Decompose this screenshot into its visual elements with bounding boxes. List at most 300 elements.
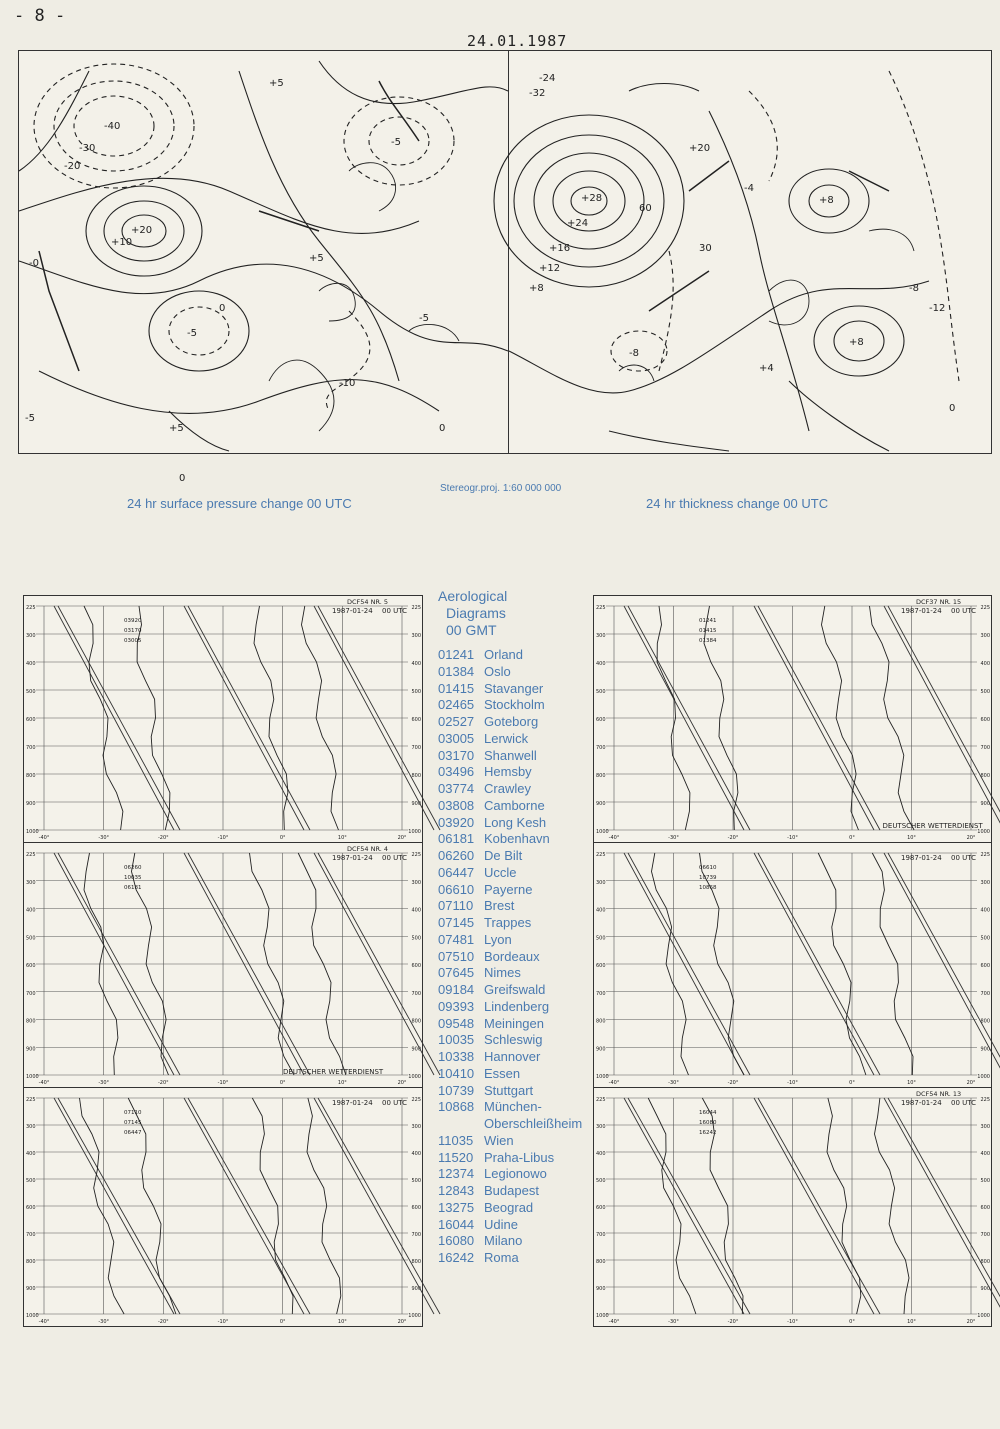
- pressure-label-right: 1000: [408, 829, 421, 835]
- pressure-label-right: 600: [411, 963, 421, 969]
- pressure-label-right: 800: [980, 1018, 990, 1025]
- diagram-station-id: 07145: [124, 1120, 142, 1126]
- station-name: Stavanger: [484, 680, 544, 696]
- diagram-utc: 00 UTC: [382, 607, 408, 615]
- station-id: 03808: [438, 797, 475, 813]
- station-list-item: [438, 748, 598, 765]
- diagram-station-id: 16242: [699, 1130, 717, 1136]
- pressure-label-left: 500: [26, 935, 36, 942]
- temperature-label: -40°: [38, 1080, 50, 1086]
- station-list-item: [438, 949, 598, 966]
- diagram-station-id: 06181: [124, 885, 142, 891]
- station-name: Crawley: [484, 781, 531, 796]
- projection-note: Stereogr.proj. 1:60 000 000: [440, 483, 562, 494]
- temperature-label: 20°: [966, 1080, 976, 1086]
- svg-text:+8: +8: [849, 337, 864, 348]
- svg-text:0: 0: [949, 403, 956, 414]
- station-id: 06260: [438, 848, 475, 863]
- pressure-label-left: 500: [26, 689, 36, 695]
- pressure-label-left: 900: [26, 801, 36, 807]
- pressure-label-left: 400: [596, 661, 606, 667]
- pressure-label-left: 800: [26, 773, 36, 779]
- pressure-label-right: 225: [980, 605, 990, 611]
- pressure-label-left: 900: [596, 1286, 606, 1292]
- station-name: Roma: [484, 1250, 519, 1265]
- pressure-label-right: 500: [980, 689, 990, 695]
- station-list-item: [438, 865, 598, 882]
- pressure-label-right: 300: [411, 879, 421, 886]
- diagram-service: DEUTSCHER WETTERDIENST: [283, 1068, 384, 1076]
- pressure-label-left: 1000: [26, 829, 39, 835]
- station-list-item: [438, 915, 598, 932]
- aerological-diagram-6: [593, 1087, 992, 1327]
- aerological-diagram-3: [23, 842, 423, 1088]
- temperature-label: 20°: [966, 1319, 976, 1325]
- station-name: Udine: [484, 1216, 518, 1232]
- temperature-label: -40°: [608, 835, 620, 841]
- pressure-label-right: 800: [980, 1259, 990, 1265]
- pressure-label-left: 1000: [596, 1313, 609, 1319]
- station-id: 02465: [438, 697, 475, 713]
- pressure-label-right: 1000: [408, 1313, 421, 1319]
- temperature-label: 0°: [279, 835, 286, 841]
- legend-title: [438, 588, 598, 639]
- pressure-label-right: 1000: [977, 1313, 990, 1319]
- temperature-label: -10°: [217, 1319, 229, 1325]
- station-list-item: [438, 664, 598, 681]
- temperature-label: -10°: [217, 1080, 229, 1086]
- weather-maps: [18, 50, 992, 484]
- station-list-item: [438, 965, 598, 982]
- pressure-label-right: 1000: [977, 829, 990, 835]
- diagram-station-id: 01384: [699, 638, 717, 644]
- pressure-label-left: 500: [596, 689, 606, 695]
- temperature-label: -40°: [38, 835, 50, 841]
- station-id: 09184: [438, 982, 475, 997]
- pressure-label-left: 500: [596, 935, 606, 942]
- temperature-label: 20°: [966, 835, 976, 841]
- station-id: 01241: [438, 647, 475, 662]
- diagram-date: 1987-01-24: [332, 1099, 373, 1107]
- station-name: Stockholm: [484, 697, 545, 713]
- station-id: 02527: [438, 714, 475, 729]
- station-list-item: [438, 1116, 598, 1133]
- station-id: 07481: [438, 931, 475, 947]
- pressure-label-right: 500: [980, 935, 990, 942]
- svg-text:-40: -40: [104, 121, 121, 132]
- diagram-station-id: 16080: [699, 1120, 717, 1126]
- temperature-label: 0°: [279, 1080, 286, 1086]
- pressure-label-left: 500: [26, 1178, 36, 1184]
- diagram-code: DCF54 NR. 5: [347, 598, 389, 606]
- pressure-label-right: 800: [411, 773, 421, 779]
- pressure-label-right: 225: [980, 852, 990, 858]
- pressure-label-left: 600: [26, 717, 36, 723]
- station-list-item: [438, 798, 598, 815]
- svg-text:-0: -0: [29, 258, 39, 269]
- temperature-label: 10°: [907, 1319, 916, 1325]
- pressure-label-left: 1000: [26, 1313, 39, 1319]
- diagram-station-id: 01415: [699, 628, 717, 634]
- pressure-label-right: 300: [411, 1124, 421, 1130]
- svg-text:+10: +10: [111, 237, 133, 248]
- pressure-label-left: 700: [596, 990, 606, 997]
- pressure-label-right: 400: [411, 661, 421, 667]
- station-list-item: [438, 1183, 598, 1200]
- temperature-label: -10°: [787, 835, 798, 841]
- diagram-station-id: 03920: [124, 618, 142, 624]
- station-list-item: [438, 882, 598, 899]
- svg-text:+5: +5: [269, 78, 284, 89]
- pressure-label-right: 300: [980, 1124, 990, 1130]
- station-name: Beograd: [484, 1199, 534, 1215]
- station-id: 13275: [438, 1199, 475, 1215]
- pressure-label-right: 800: [411, 1018, 421, 1025]
- station-name: Wien: [484, 1132, 514, 1148]
- station-list-item: [438, 697, 598, 714]
- svg-text:+12: +12: [539, 263, 561, 274]
- aerological-legend: [438, 588, 598, 1280]
- svg-text:0: 0: [219, 303, 226, 314]
- pressure-label-right: 900: [980, 1286, 990, 1292]
- diagram-utc: 00 UTC: [951, 854, 977, 862]
- svg-text:+24: +24: [567, 218, 589, 229]
- station-list-item: [438, 1016, 598, 1033]
- diagram-utc: 00 UTC: [382, 1099, 408, 1107]
- temperature-label: -10°: [787, 1319, 798, 1325]
- station-list-item: [438, 848, 598, 865]
- pressure-label-left: 300: [596, 879, 606, 886]
- pressure-label-right: 225: [411, 852, 421, 858]
- station-list-item: [438, 1049, 598, 1066]
- station-id: 16242: [438, 1250, 475, 1265]
- thickness-change-map: [509, 51, 991, 453]
- right-map-caption: 24 hr thickness change 00 UTC: [646, 496, 829, 511]
- diagram-utc: 00 UTC: [951, 607, 977, 615]
- station-id: 06447: [438, 864, 475, 880]
- pressure-label-left: 400: [596, 1151, 606, 1157]
- pressure-label-left: 700: [26, 745, 36, 751]
- station-list-item: [438, 1217, 598, 1234]
- station-list-item: [438, 781, 598, 798]
- station-name: Greifswald: [484, 982, 546, 997]
- temperature-label: 10°: [337, 835, 347, 841]
- station-name: Budapest: [484, 1183, 539, 1198]
- station-list-item: [438, 1083, 598, 1100]
- pressure-label-right: 600: [980, 717, 990, 723]
- temperature-label: 0°: [849, 1080, 855, 1086]
- station-name: Stuttgart: [484, 1082, 534, 1098]
- station-name: Hannover: [484, 1049, 541, 1064]
- station-id: 03005: [438, 730, 475, 746]
- station-name: Legionowo: [484, 1166, 547, 1182]
- station-name: Meiningen: [484, 1015, 544, 1031]
- pressure-label-right: 800: [980, 773, 990, 779]
- aerological-diagram-1: [23, 595, 423, 843]
- pressure-label-right: 900: [980, 801, 990, 807]
- pressure-label-right: 500: [980, 1178, 990, 1184]
- pressure-label-left: 800: [596, 1018, 606, 1025]
- station-name: Essen: [484, 1065, 521, 1081]
- pressure-label-left: 400: [26, 907, 36, 914]
- svg-text:60: 60: [639, 203, 652, 214]
- pressure-label-left: 600: [26, 1205, 36, 1211]
- temperature-label: 0°: [279, 1319, 286, 1325]
- pressure-label-left: 225: [26, 605, 36, 611]
- pressure-label-right: 700: [411, 745, 421, 751]
- svg-text:-8: -8: [629, 348, 639, 359]
- diagram-date: 1987-01-24: [901, 854, 942, 862]
- pressure-label-left: 1000: [26, 1074, 39, 1080]
- station-list: [438, 647, 598, 1267]
- diagram-service: DEUTSCHER WETTERDIENST: [882, 822, 983, 830]
- pressure-label-left: 800: [596, 1259, 606, 1265]
- diagram-date: 1987-01-24: [901, 1099, 942, 1107]
- pressure-label-right: 700: [411, 990, 421, 997]
- diagram-utc: 00 UTC: [951, 1099, 977, 1107]
- svg-text:-5: -5: [25, 413, 35, 424]
- diagram-station-id: 01241: [699, 618, 717, 624]
- station-id: 03920: [438, 814, 475, 830]
- svg-text:-5: -5: [419, 313, 429, 324]
- station-list-item: [438, 1166, 598, 1183]
- station-list-item: [438, 1250, 598, 1267]
- temperature-label: -30°: [668, 835, 679, 841]
- station-id: 12374: [438, 1166, 475, 1182]
- diagram-date: 1987-01-24: [332, 607, 373, 615]
- station-id: 16080: [438, 1233, 475, 1249]
- diagram-station-id: 06447: [124, 1130, 142, 1136]
- station-name: Long Kesh: [484, 814, 547, 830]
- svg-text:+5: +5: [309, 253, 324, 264]
- diagram-code: DCF37 NR. 15: [916, 598, 962, 606]
- station-id: 06610: [438, 881, 475, 897]
- temperature-label: -30°: [98, 1319, 110, 1325]
- diagram-station-id: 07110: [124, 1110, 142, 1116]
- station-list-item: [438, 1133, 598, 1150]
- pressure-label-right: 700: [980, 745, 990, 751]
- page-number: - 8 -: [14, 6, 66, 26]
- pressure-label-right: 400: [980, 661, 990, 667]
- page-date: 24.01.1987: [467, 32, 568, 50]
- pressure-label-left: 600: [596, 1205, 606, 1211]
- station-name: Shanwell: [484, 747, 537, 763]
- temperature-label: 10°: [907, 1080, 916, 1086]
- station-name: Lindenberg: [484, 998, 550, 1014]
- pressure-label-right: 300: [980, 879, 990, 886]
- diagram-station-id: 10868: [699, 885, 717, 891]
- station-id: 10739: [438, 1082, 475, 1098]
- pressure-label-left: 800: [26, 1259, 36, 1265]
- diagram-code: DCF54 NR. 4: [347, 845, 389, 853]
- station-name: Uccle: [484, 864, 517, 880]
- legend-title-line-3: 00 GMT: [446, 622, 497, 638]
- pressure-label-left: 700: [596, 745, 606, 751]
- station-id: 07510: [438, 948, 475, 964]
- station-name: Payerne: [484, 881, 533, 897]
- pressure-label-right: 400: [980, 1151, 990, 1157]
- pressure-label-left: 700: [26, 1232, 36, 1238]
- station-list-item: [438, 982, 598, 999]
- pressure-label-left: 900: [26, 1046, 36, 1053]
- diagram-station-id: 06260: [124, 865, 142, 871]
- station-id: 12843: [438, 1183, 475, 1198]
- pressure-label-left: 900: [596, 801, 606, 807]
- pressure-label-left: 225: [596, 852, 606, 858]
- station-id: 16044: [438, 1216, 475, 1232]
- pressure-label-left: 225: [26, 1097, 36, 1103]
- temperature-label: -20°: [157, 1080, 169, 1086]
- svg-text:+4: +4: [759, 363, 774, 374]
- diagram-station-id: 06610: [699, 865, 717, 871]
- pressure-label-right: 300: [411, 633, 421, 639]
- station-name: Lerwick: [484, 730, 529, 746]
- station-id: 11520: [438, 1149, 474, 1165]
- station-id: 01384: [438, 663, 475, 679]
- station-name: Bordeaux: [484, 948, 540, 964]
- station-name: München-: [484, 1099, 542, 1115]
- temperature-label: -30°: [668, 1319, 679, 1325]
- thickness-map-drawing: [509, 51, 991, 453]
- station-list-item: [438, 831, 598, 848]
- diagram-station-id: 16044: [699, 1110, 717, 1116]
- pressure-label-left: 225: [596, 605, 606, 611]
- temperature-label: 10°: [337, 1319, 347, 1325]
- temperature-label: 0°: [849, 1319, 855, 1325]
- aerological-diagram-4: [593, 842, 992, 1088]
- svg-text:-20: -20: [64, 161, 81, 172]
- pressure-label-right: 600: [411, 1205, 421, 1211]
- station-id: 10868: [438, 1099, 475, 1115]
- svg-text:+20: +20: [131, 225, 153, 236]
- pressure-label-right: 400: [411, 1151, 421, 1157]
- station-name: Camborne: [484, 797, 545, 813]
- station-id: 11035: [438, 1132, 474, 1148]
- pressure-label-left: 600: [596, 717, 606, 723]
- svg-text:+28: +28: [581, 193, 603, 204]
- pressure-label-left: 300: [596, 633, 606, 639]
- station-list-item: [438, 1099, 598, 1116]
- pressure-label-right: 500: [411, 935, 421, 942]
- station-name: Schleswig: [484, 1032, 543, 1048]
- station-name: Oberschleißheim: [484, 1116, 583, 1131]
- diagram-station-id: 10035: [124, 875, 142, 881]
- station-list-item: [438, 681, 598, 698]
- svg-text:-32: -32: [529, 88, 546, 99]
- station-list-item: [438, 1150, 598, 1167]
- svg-text:+8: +8: [529, 283, 544, 294]
- pressure-label-right: 400: [980, 907, 990, 914]
- pressure-label-left: 700: [596, 1232, 606, 1238]
- pressure-label-left: 600: [26, 963, 36, 969]
- pressure-label-right: 500: [411, 689, 421, 695]
- station-list-item: [438, 1032, 598, 1049]
- station-id: 10035: [438, 1032, 475, 1048]
- svg-text:30: 30: [699, 243, 712, 254]
- station-list-item: [438, 1066, 598, 1083]
- pressure-label-left: 300: [596, 1124, 606, 1130]
- pressure-label-right: 1000: [977, 1074, 990, 1080]
- pressure-label-right: 900: [411, 1286, 421, 1292]
- pressure-label-right: 700: [980, 1232, 990, 1238]
- diagram-station-id: 03005: [124, 638, 142, 644]
- temperature-label: -30°: [668, 1080, 679, 1086]
- svg-text:+20: +20: [689, 143, 711, 154]
- pressure-label-right: 900: [980, 1046, 990, 1053]
- legend-title-line-1: Aerological: [438, 588, 508, 604]
- svg-text:+8: +8: [819, 195, 834, 206]
- svg-text:+16: +16: [549, 243, 571, 254]
- svg-text:-24: -24: [539, 73, 556, 84]
- station-list-item: [438, 999, 598, 1016]
- pressure-map-drawing: [19, 51, 508, 484]
- svg-text:-5: -5: [187, 328, 197, 339]
- station-name: Oslo: [484, 663, 511, 679]
- svg-text:-5: -5: [391, 137, 401, 148]
- temperature-label: -20°: [727, 835, 739, 841]
- pressure-label-left: 800: [26, 1018, 36, 1025]
- pressure-label-right: 225: [411, 1097, 421, 1103]
- legend-title-line-2: Diagrams: [446, 605, 506, 621]
- station-id: 10410: [438, 1065, 475, 1081]
- temperature-label: -20°: [727, 1319, 739, 1325]
- pressure-label-right: 800: [411, 1259, 421, 1265]
- station-list-item: [438, 1200, 598, 1217]
- pressure-label-right: 300: [980, 633, 990, 639]
- pressure-label-left: 400: [26, 1151, 36, 1157]
- temperature-label: -40°: [608, 1080, 620, 1086]
- pressure-label-left: 300: [26, 1124, 36, 1130]
- diagram-date: 1987-01-24: [332, 854, 373, 862]
- diagram-code: DCF54 NR. 13: [916, 1090, 962, 1098]
- temperature-label: 20°: [397, 1319, 407, 1325]
- pressure-label-left: 1000: [596, 829, 609, 835]
- station-name: Goteborg: [484, 714, 539, 729]
- temperature-label: -20°: [157, 1319, 169, 1325]
- pressure-label-right: 700: [411, 1232, 421, 1238]
- svg-text:-12: -12: [929, 303, 946, 314]
- station-name: Brest: [484, 898, 515, 914]
- temperature-label: -40°: [608, 1319, 620, 1325]
- station-id: 06181: [438, 831, 475, 847]
- temperature-label: -20°: [157, 835, 169, 841]
- station-list-item: [438, 731, 598, 748]
- station-name: Orland: [484, 647, 524, 662]
- svg-text:0: 0: [439, 423, 446, 434]
- station-id: 03170: [438, 747, 475, 763]
- svg-text:-8: -8: [909, 283, 919, 294]
- svg-text:0: 0: [179, 473, 186, 484]
- station-list-item: [438, 764, 598, 781]
- station-list-item: [438, 714, 598, 731]
- pressure-label-left: 300: [26, 879, 36, 886]
- station-id: 10338: [438, 1049, 475, 1064]
- station-name: Milano: [484, 1233, 523, 1249]
- pressure-label-left: 900: [596, 1046, 606, 1053]
- diagram-date: 1987-01-24: [901, 607, 942, 615]
- pressure-label-right: 225: [411, 605, 421, 611]
- svg-text:-10: -10: [339, 378, 356, 389]
- station-id: 07645: [438, 965, 475, 981]
- pressure-label-right: 1000: [408, 1074, 421, 1080]
- pressure-label-left: 500: [596, 1178, 606, 1184]
- aerological-diagram-5: [23, 1068, 423, 1327]
- pressure-label-left: 700: [26, 990, 36, 997]
- station-name: Nimes: [484, 965, 521, 981]
- pressure-label-right: 600: [980, 1205, 990, 1211]
- temperature-label: -10°: [787, 1080, 798, 1086]
- pressure-label-left: 400: [26, 661, 36, 667]
